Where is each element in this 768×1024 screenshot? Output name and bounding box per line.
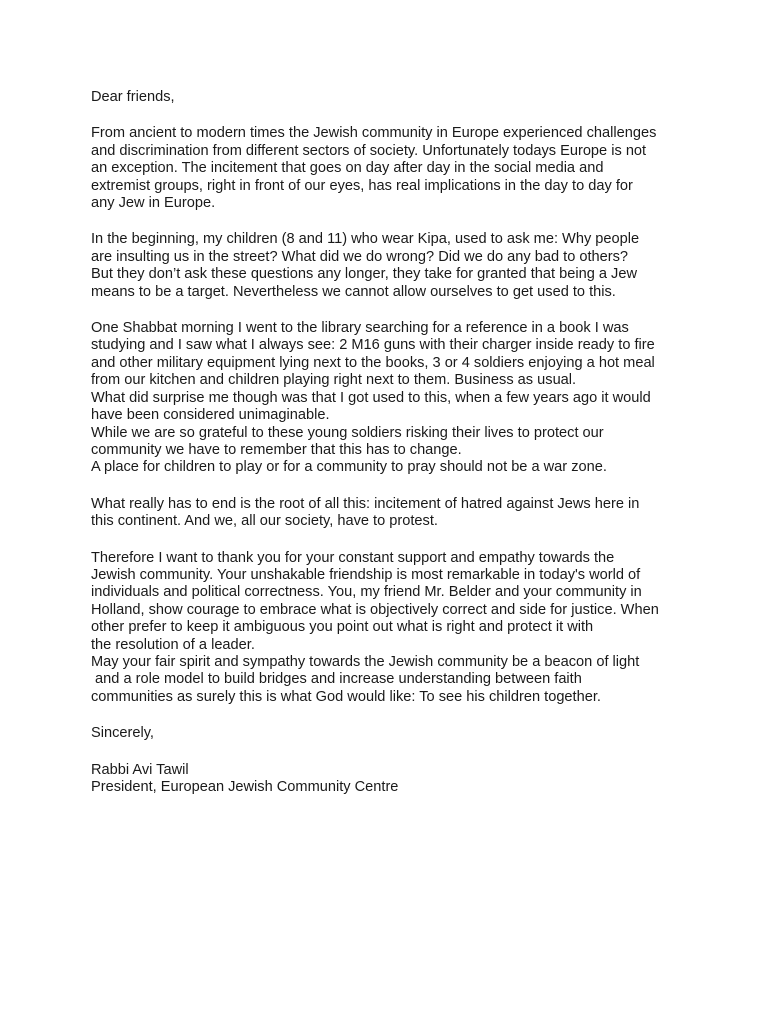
paragraph-line: the resolution of a leader. (91, 636, 255, 653)
paragraph-line: One Shabbat morning I went to the library searching for a reference in a book I was (91, 320, 629, 337)
paragraph-line: While we are so grateful to these young soldiers risking their lives to protect our (91, 424, 604, 441)
paragraph-line: means to be a target. Nevertheless we cannot allow ourselves to get used to this. (91, 283, 616, 300)
paragraph-line: other prefer to keep it ambiguous you point out what is right and protect it with (91, 619, 594, 636)
paragraph-line: have been considered unimaginable. (91, 407, 330, 424)
signature-name: Rabbi Avi Tawil (91, 761, 189, 778)
paragraph-line: A place for children to play or for a community to pray should not be a war zone. (91, 459, 607, 476)
paragraph-line: are insulting us in the street? What did we do wrong? Did we do any bad to others? (91, 248, 629, 265)
paragraph-line: and other military equipment lying next to the books, 3 or 4 soldiers enjoying a hot meal (91, 354, 655, 371)
paragraph-line: May your fair spirit and sympathy towards the Jewish community be a beacon of light (91, 653, 640, 670)
greeting (91, 89, 691, 106)
paragraph-line: communities as surely this is what God would like: To see his children together. (91, 688, 601, 705)
letter-body (91, 89, 691, 796)
paragraph-2 (91, 231, 691, 301)
paragraph-line: But they don’t ask these questions any longer, they take for granted that being a Jew (91, 266, 637, 283)
paragraph-line: What did surprise me though was that I got used to this, when a few years ago it would (91, 389, 651, 406)
paragraph-line: this continent. And we, all our society, have to protest. (91, 513, 438, 530)
paragraph-4 (91, 496, 691, 531)
paragraph-line: from our kitchen and children playing right next to them. Business as usual. (91, 372, 577, 389)
paragraph-line: individuals and political correctness. You, my friend Mr. Belder and your community in (91, 584, 642, 601)
paragraph-line: Therefore I want to thank you for your constant support and empathy towards the (91, 549, 615, 566)
paragraph-line: and a role model to build bridges and increase understanding between faith (91, 671, 582, 688)
paragraph-5 (91, 550, 691, 707)
paragraph-line: community we have to remember that this has to change. (91, 441, 462, 458)
paragraph-1 (91, 125, 691, 212)
paragraph-line: an exception. The incitement that goes on day after day in the social media and (91, 160, 604, 177)
closing-line: Sincerely, (91, 725, 154, 742)
paragraph-line: Holland, show courage to embrace what is objectively correct and side for justice. When (91, 601, 659, 618)
signature-block (91, 762, 691, 797)
paragraph-line: Jewish community. Your unshakable friendship is most remarkable in today's world of (91, 566, 641, 583)
paragraph-line: studying and I saw what I always see: 2 M16 guns with their charger inside ready to fire (91, 337, 655, 354)
paragraph-line: From ancient to modern times the Jewish community in Europe experienced challenges (91, 125, 657, 142)
signature-title: President, European Jewish Community Centre (91, 779, 399, 795)
closing (91, 725, 691, 742)
paragraph-line: What really has to end is the root of all this: incitement of hatred against Jews here in (91, 495, 640, 512)
paragraph-line: In the beginning, my children (8 and 11) who wear Kipa, used to ask me: Why people (91, 231, 640, 248)
paragraph-3 (91, 320, 691, 477)
greeting-line: Dear friends, (91, 89, 175, 105)
paragraph-line: any Jew in Europe. (91, 195, 216, 212)
paragraph-line: extremist groups, right in front of our eyes, has real implications in the day to day for (91, 177, 633, 194)
paragraph-line: and discrimination from different sectors of society. Unfortunately todays Europe is not (91, 142, 647, 159)
